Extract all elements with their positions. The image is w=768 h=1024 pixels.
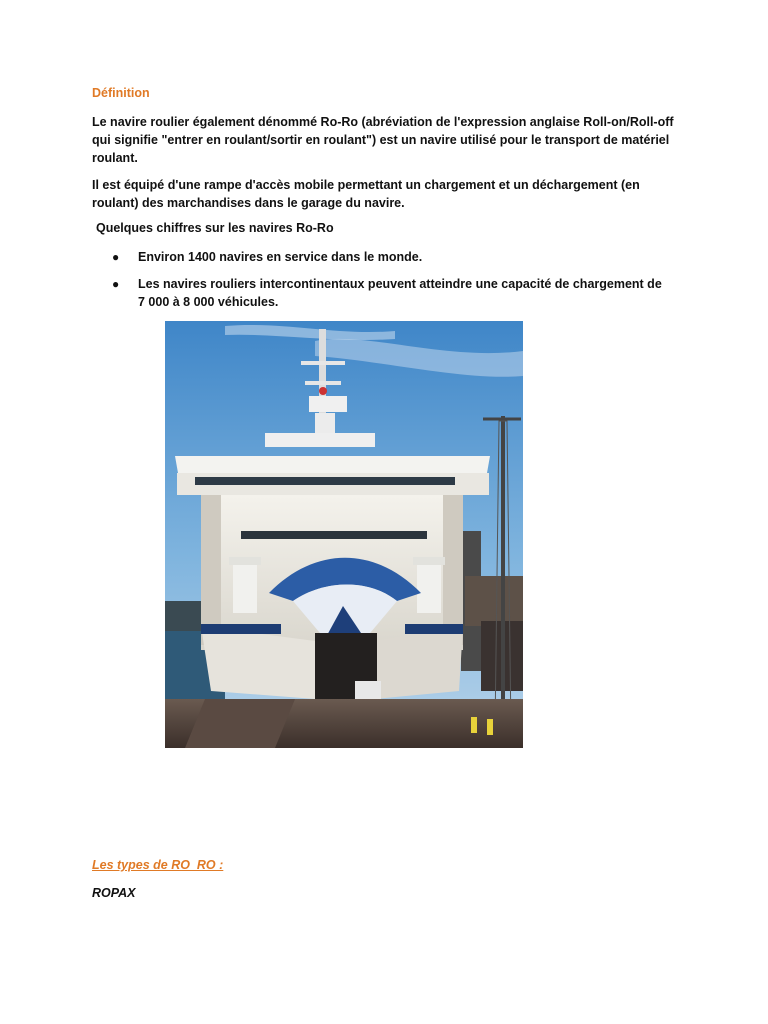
paragraph-roro-definition: Le navire roulier également dénommé Ro-Ro (abréviation de l'expression anglaise Roll-on/Roll-off qui signifie "entrer en roulant/sortir en roulant") est un navire utilisé pour le transport de matériel roulant. [92, 115, 674, 165]
list-item [112, 248, 672, 266]
type-ropax: ROPAX [92, 886, 136, 900]
definition-heading: Définition [92, 86, 150, 100]
list-item-text: Les navires rouliers intercontinentaux peuvent atteindre une capacité de chargement de 7 000 à 8 000 véhicules. [138, 277, 662, 309]
roro-ship-photo [165, 321, 523, 748]
list-item-text: Environ 1400 navires en service dans le monde. [138, 250, 423, 264]
types-heading: Les types de RO_RO : [92, 858, 224, 872]
list-item [112, 275, 672, 311]
bullet-icon: ● [112, 277, 120, 291]
bullet-icon: ● [112, 250, 120, 264]
figures-subheading: Quelques chiffres sur les navires Ro-Ro [96, 221, 334, 235]
figures-list [112, 248, 672, 320]
paragraph-ramp-description: Il est équipé d'une rampe d'accès mobile permettant un chargement et un déchargement (en roulant) des marchandises dans le garage du navire. [92, 178, 640, 210]
